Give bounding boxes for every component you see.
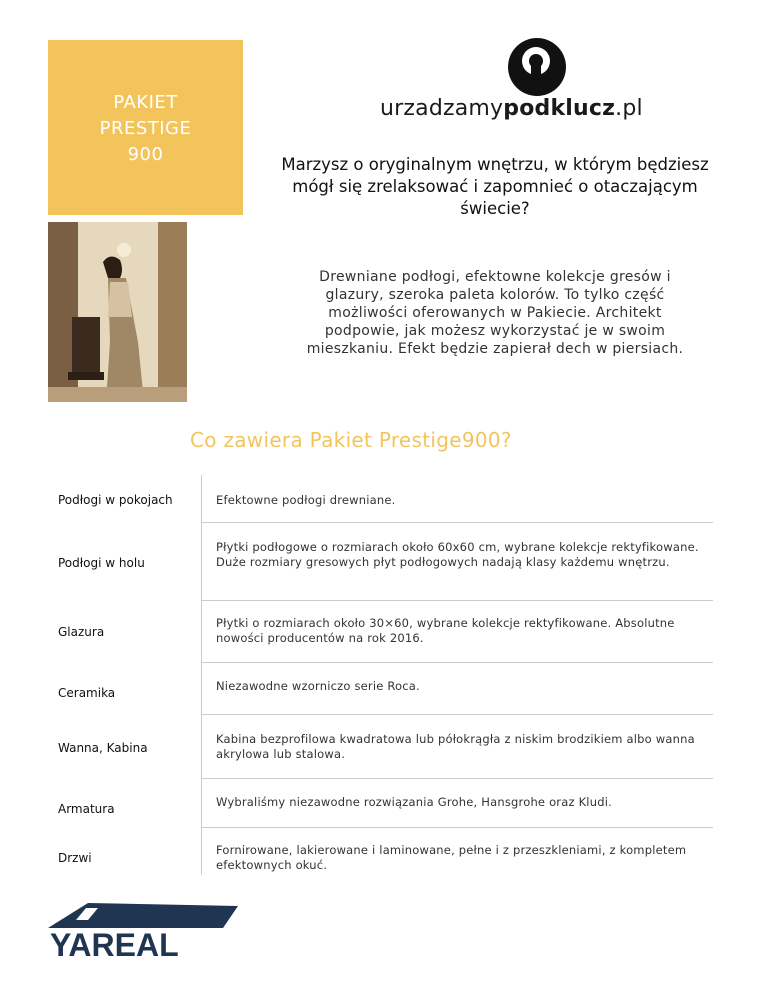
table-row bbox=[50, 662, 713, 714]
yareal-logo bbox=[48, 898, 248, 960]
row-label: Wanna, Kabina bbox=[58, 741, 148, 755]
badge-line-3: 900 bbox=[127, 144, 164, 165]
package-badge bbox=[48, 40, 243, 215]
row-label: Glazura bbox=[58, 625, 105, 639]
row-desc: Płytki podłogowe o rozmiarach około 60x60 cm, wybrane kolekcje rektyfikowane. Duże rozmiary gresowych płyt podłogowych nadają klasy każdemu wnętrzu. bbox=[216, 540, 699, 569]
row-desc: Fornirowane, lakierowane i laminowane, pełne i z przeszkleniami, z kompletem efektownych okuć. bbox=[216, 843, 687, 872]
row-label: Podłogi w holu bbox=[58, 556, 145, 570]
brand-part-2: podklucz bbox=[503, 96, 616, 121]
interior-photo-illustration bbox=[48, 222, 187, 402]
table-row bbox=[50, 827, 713, 877]
yareal-logo-icon bbox=[48, 898, 248, 960]
keyhole-stem bbox=[531, 62, 541, 86]
row-desc: Kabina bezprofilowa kwadratowa lub półokrągła z niskim brodzikiem albo wanna akrylowa lub stalowa. bbox=[216, 732, 695, 761]
section-title: Co zawiera Pakiet Prestige900? bbox=[190, 428, 512, 452]
interior-photo bbox=[48, 222, 187, 402]
brand-name bbox=[380, 96, 643, 121]
yareal-logo-text: YAREAL bbox=[50, 927, 179, 960]
brand-part-1: urzadzamy bbox=[380, 96, 504, 121]
table-row bbox=[50, 778, 713, 827]
badge-line-1: PAKIET bbox=[113, 92, 178, 113]
table-row bbox=[50, 714, 713, 778]
table-row bbox=[50, 522, 713, 600]
table-row bbox=[50, 475, 713, 522]
row-desc: Płytki o rozmiarach około 30×60, wybrane kolekcje rektyfikowane. Absolutne nowości producentów na rok 2016. bbox=[216, 616, 675, 645]
intro-text: Drewniane podłogi, efektowne kolekcje gresów i glazury, szeroka paleta kolorów. To tylko część możliwości oferowanych w Pakiecie. Architekt podpowie, jak możesz wykorzystać je w swoim mieszkaniu. Efekt będzie zapierał dech w piersiach. bbox=[306, 269, 684, 357]
row-label: Armatura bbox=[58, 802, 115, 816]
table-row bbox=[50, 600, 713, 662]
badge-line-2: PRESTIGE bbox=[99, 118, 192, 139]
headline: Marzysz o oryginalnym wnętrzu, w którym będziesz mógł się zrelaksować i zapomnieć o otaczającym świecie? bbox=[281, 155, 709, 218]
row-desc: Niezawodne wzorniczo serie Roca. bbox=[216, 679, 420, 693]
row-label: Podłogi w pokojach bbox=[58, 493, 173, 507]
row-desc: Efektowne podłogi drewniane. bbox=[216, 493, 396, 507]
brand-part-3: .pl bbox=[615, 96, 643, 121]
row-label: Ceramika bbox=[58, 686, 116, 700]
row-desc: Wybraliśmy niezawodne rozwiązania Grohe, Hansgrohe oraz Kludi. bbox=[216, 795, 612, 809]
row-label: Drzwi bbox=[58, 851, 92, 865]
